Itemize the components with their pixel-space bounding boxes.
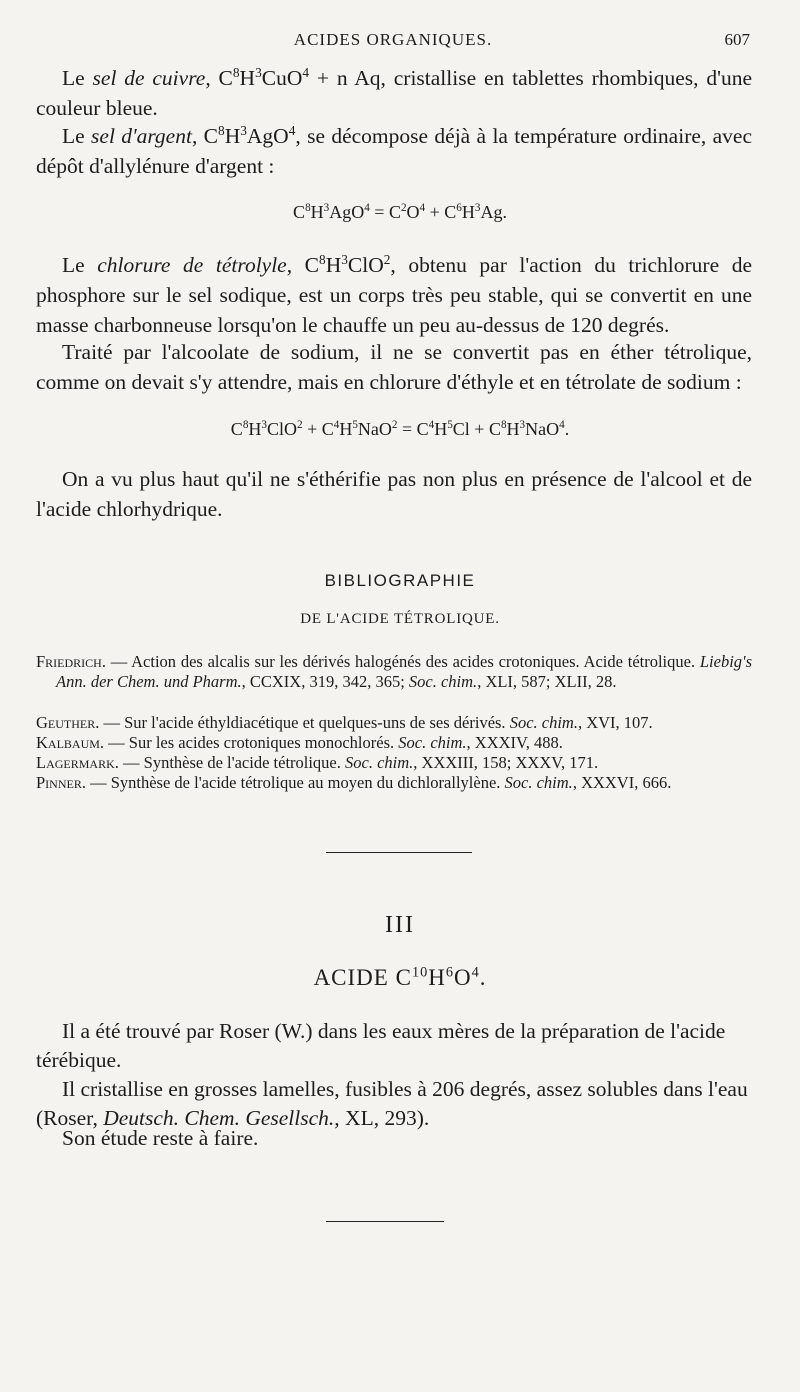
section-number: III	[385, 912, 415, 938]
ref-journal: Deutsch. Chem. Gesellsch.	[103, 1106, 335, 1130]
formula-reaction: $C^8H^3ClO^2 + C^4H^5NaO^2 = C^4H^5Cl + C^8H^3NaO^4$.	[230, 419, 570, 439]
section-paragraph-discovery: Il a été trouvé par Roser (W.) dans les eaux mères de la préparation de l'acide térébique.	[36, 1019, 726, 1072]
ref-text: , XVI, 107.	[577, 713, 653, 732]
ref-text: , XLI, 587; XLII, 28.	[477, 672, 617, 691]
ref-text: — Synthèse de l'acide tétrolique au moyen du dichlorallylène.	[85, 773, 505, 792]
paragraph-chlorure-de-tetrolyle	[36, 250, 752, 340]
divider	[326, 1221, 444, 1222]
page-number: 607	[724, 30, 750, 49]
running-title: ACIDES ORGANIQUES.	[293, 30, 493, 49]
paragraph-alcoolate: Traité par l'alcoolate de sodium, il ne se convertit pas en éther tétrolique, comme on devait s'y attendre, mais en chlorure d'éthyle et en tétrolate de sodium :	[36, 340, 752, 394]
ref-author: Pinner.	[36, 773, 86, 792]
page-header	[36, 30, 750, 54]
bibliography-title: BIBLIOGRAPHIE	[324, 571, 476, 590]
ref-text: — Synthèse de l'acide tétrolique.	[118, 753, 346, 772]
ref-journal: Soc. chim.	[408, 672, 478, 691]
ref-journal: Soc. chim.	[398, 733, 467, 752]
text: Le	[62, 124, 92, 148]
ref-text: , XXXIII, 158; XXXV, 171.	[413, 753, 599, 772]
text: , $C^8H^3ClO^2$, obtenu par l'action du trichlorure de phosphore sur le sel sodique, est un corps très peu stable, qui se convertit en une masse charbonneuse lorsqu'on le chauffe un peu au-dessus de 120 degrés.	[36, 251, 752, 337]
bibliography-subtitle: DE L'ACIDE TÉTROLIQUE.	[300, 611, 500, 627]
formula-decomposition: $C^8H^3AgO^4 = C^2O^4 + C^6H^3Ag$.	[293, 202, 507, 222]
reference-item	[36, 713, 752, 733]
text: , $C^8H^3CuO^4 + n$ Aq, cristallise en tablettes rhombiques, d'une couleur bleue.	[36, 64, 752, 120]
text: , $C^8H^3AgO^4$, se décompose déjà à la température ordinaire, avec dépôt d'allylénure d'argent :	[36, 122, 752, 178]
term: sel de cuivre	[92, 66, 206, 90]
text: Il cristallise en grosses lamelles, fusibles à 206 degrés, assez solubles dans l'eau (Roser,	[36, 1077, 748, 1130]
ref-text: , XXXVI, 666.	[572, 773, 672, 792]
ref-author: Friedrich.	[36, 652, 106, 671]
term: chlorure de tétrolyle	[97, 253, 287, 277]
ref-journal: Soc. chim.	[345, 753, 414, 772]
reference-item	[36, 773, 752, 793]
reference-item	[36, 733, 752, 753]
ref-text: — Sur l'acide éthyldiacétique et quelques-uns de ses dérivés.	[99, 713, 510, 732]
ref-author: Geuther.	[36, 713, 100, 732]
section-title: ACIDE $C^{10}H^6O^4$.	[313, 964, 487, 990]
text: , XL, 293).	[334, 1106, 430, 1130]
ref-text: — Sur les acides crotoniques monochlorés.	[104, 733, 399, 752]
paragraph-sel-de-cuivre	[36, 63, 752, 123]
ref-journal: Liebig's Ann. der Chem. und Pharm.	[56, 652, 752, 691]
text: Le	[62, 253, 98, 277]
ref-text: , CCXIX, 319, 342, 365;	[241, 672, 409, 691]
reference-item	[36, 652, 752, 692]
reference-item	[36, 753, 752, 773]
paragraph-etherification: On a vu plus haut qu'il ne s'éthérifie pas non plus en présence de l'alcool et de l'acide chlorhydrique.	[36, 467, 752, 521]
ref-text: , XXXIV, 488.	[466, 733, 563, 752]
text: Le	[62, 66, 93, 90]
ref-author: Kalbaum.	[36, 733, 105, 752]
paragraph-sel-d-argent	[36, 121, 752, 181]
divider	[326, 852, 472, 853]
ref-text: — Action des alcalis sur les dérivés halogénés des acides crotoniques. Acide tétrolique.	[105, 652, 700, 671]
section-paragraph-conclusion: Son étude reste à faire.	[62, 1126, 259, 1150]
ref-journal: Soc. chim.	[509, 713, 578, 732]
ref-journal: Soc. chim.	[504, 773, 573, 792]
term: sel d'argent	[91, 124, 192, 148]
ref-author: Lagermark.	[36, 753, 119, 772]
